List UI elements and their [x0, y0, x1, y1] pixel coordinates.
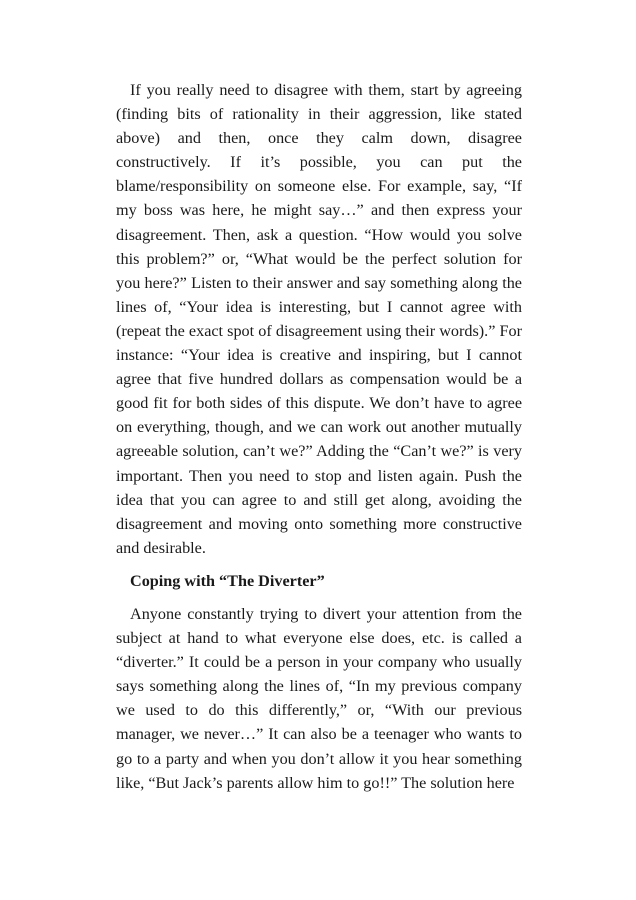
section-heading: Coping with “The Diverter” [130, 571, 325, 590]
body-paragraph-agreeing: If you really need to disagree with them, start by agreeing (finding bits of rationality in their aggression, like stated above) and then, once they calm down, disagree constructively. If it’s possible, you can put the blame/responsibility on someone else. For example, say, “If my boss was here, he might say…” and then express your disagreement. Then, ask a question. “How would you solve this problem?” or, “What would be the perfect solution for you here?” Listen to their answer and say something along the lines of, “Your idea is interesting, but I cannot agree with (repeat the exact spot of disagreement using their words).” For instance: “Your idea is creative and inspiring, but I cannot agree that five hundred dollars as compensation would be a good fit for both sides of this dispute. We don’t have to agree on everything, though, and we can work out another mutually agreeable solution, can’t we?” Adding the “Can’t we?” is very important. Then you need to stop and listen again. Push the idea that you can agree to and still get along, avoiding the disagreement and moving onto something more constructive and desirable. [116, 81, 522, 557]
document-page [116, 78, 522, 795]
body-paragraph-diverter: Anyone constantly trying to divert your attention from the subject at hand to what everyone else does, etc. is called a “diverter.” It could be a person in your company who usually says something along the lines of, “In my previous company we used to do this differently,” or, “With our previous manager, we never…” It can also be a teenager who wants to go to a party and when you don’t allow it you hear something like, “But Jack’s parents allow him to go!!” The solution here [116, 604, 522, 792]
